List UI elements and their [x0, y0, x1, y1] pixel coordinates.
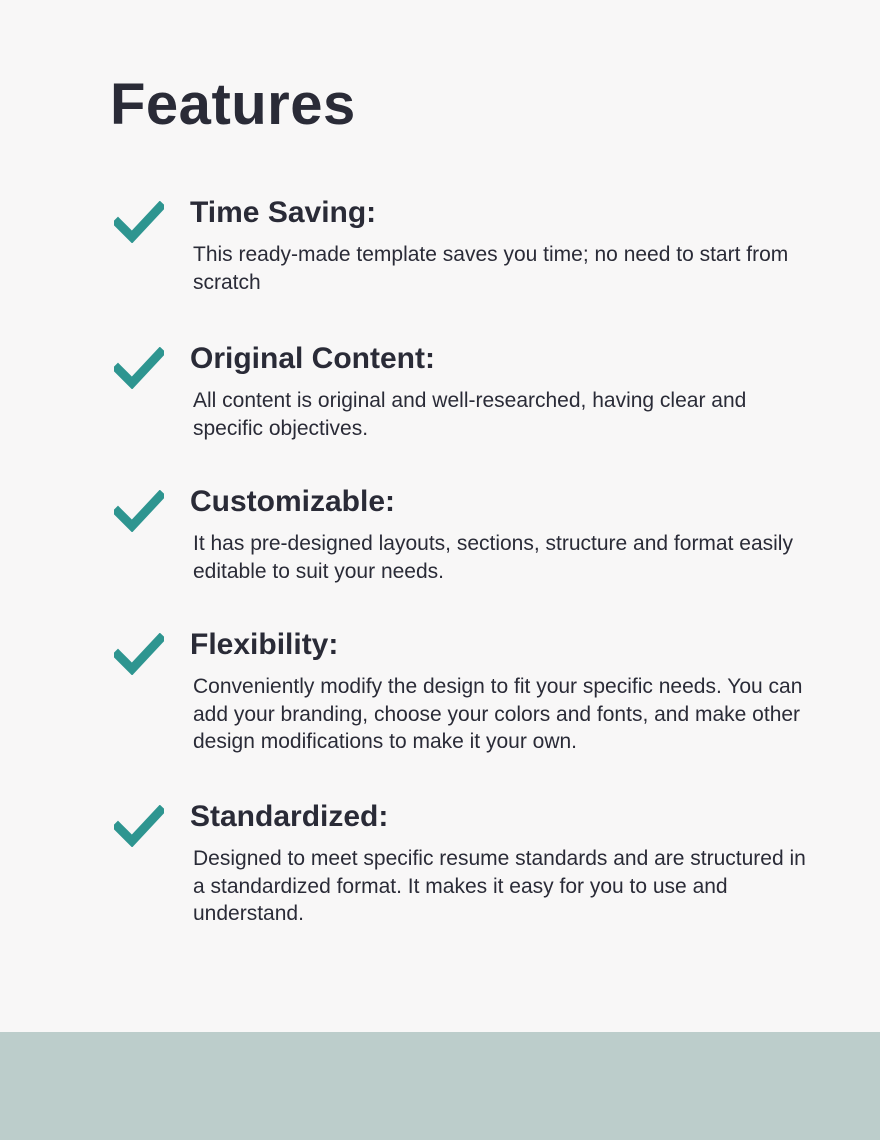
footer-band	[0, 1032, 880, 1140]
check-icon	[114, 490, 164, 532]
feature-title: Flexibility:	[190, 628, 339, 661]
feature-description: All content is original and well-researched, having clear and specific objectives.	[193, 389, 747, 440]
check-icon	[114, 805, 164, 847]
check-icon	[114, 201, 164, 243]
check-icon	[114, 633, 164, 675]
feature-description: Designed to meet specific resume standards and are structured in a standardized format. It makes it easy for you to use and understand.	[193, 847, 806, 925]
feature-title: Time Saving:	[190, 196, 377, 229]
check-icon	[114, 347, 164, 389]
feature-title: Standardized:	[190, 800, 389, 833]
feature-description: This ready-made template saves you time; no need to start from scratch	[193, 243, 789, 294]
feature-title: Original Content:	[190, 342, 435, 375]
feature-description: It has pre-designed layouts, sections, structure and format easily editable to suit your needs.	[193, 532, 793, 583]
feature-description: Conveniently modify the design to fit your specific needs. You can add your branding, choose your colors and fonts, and make other design modifications to make it your own.	[193, 675, 803, 753]
page-title: Features	[110, 72, 356, 137]
feature-title: Customizable:	[190, 485, 396, 518]
